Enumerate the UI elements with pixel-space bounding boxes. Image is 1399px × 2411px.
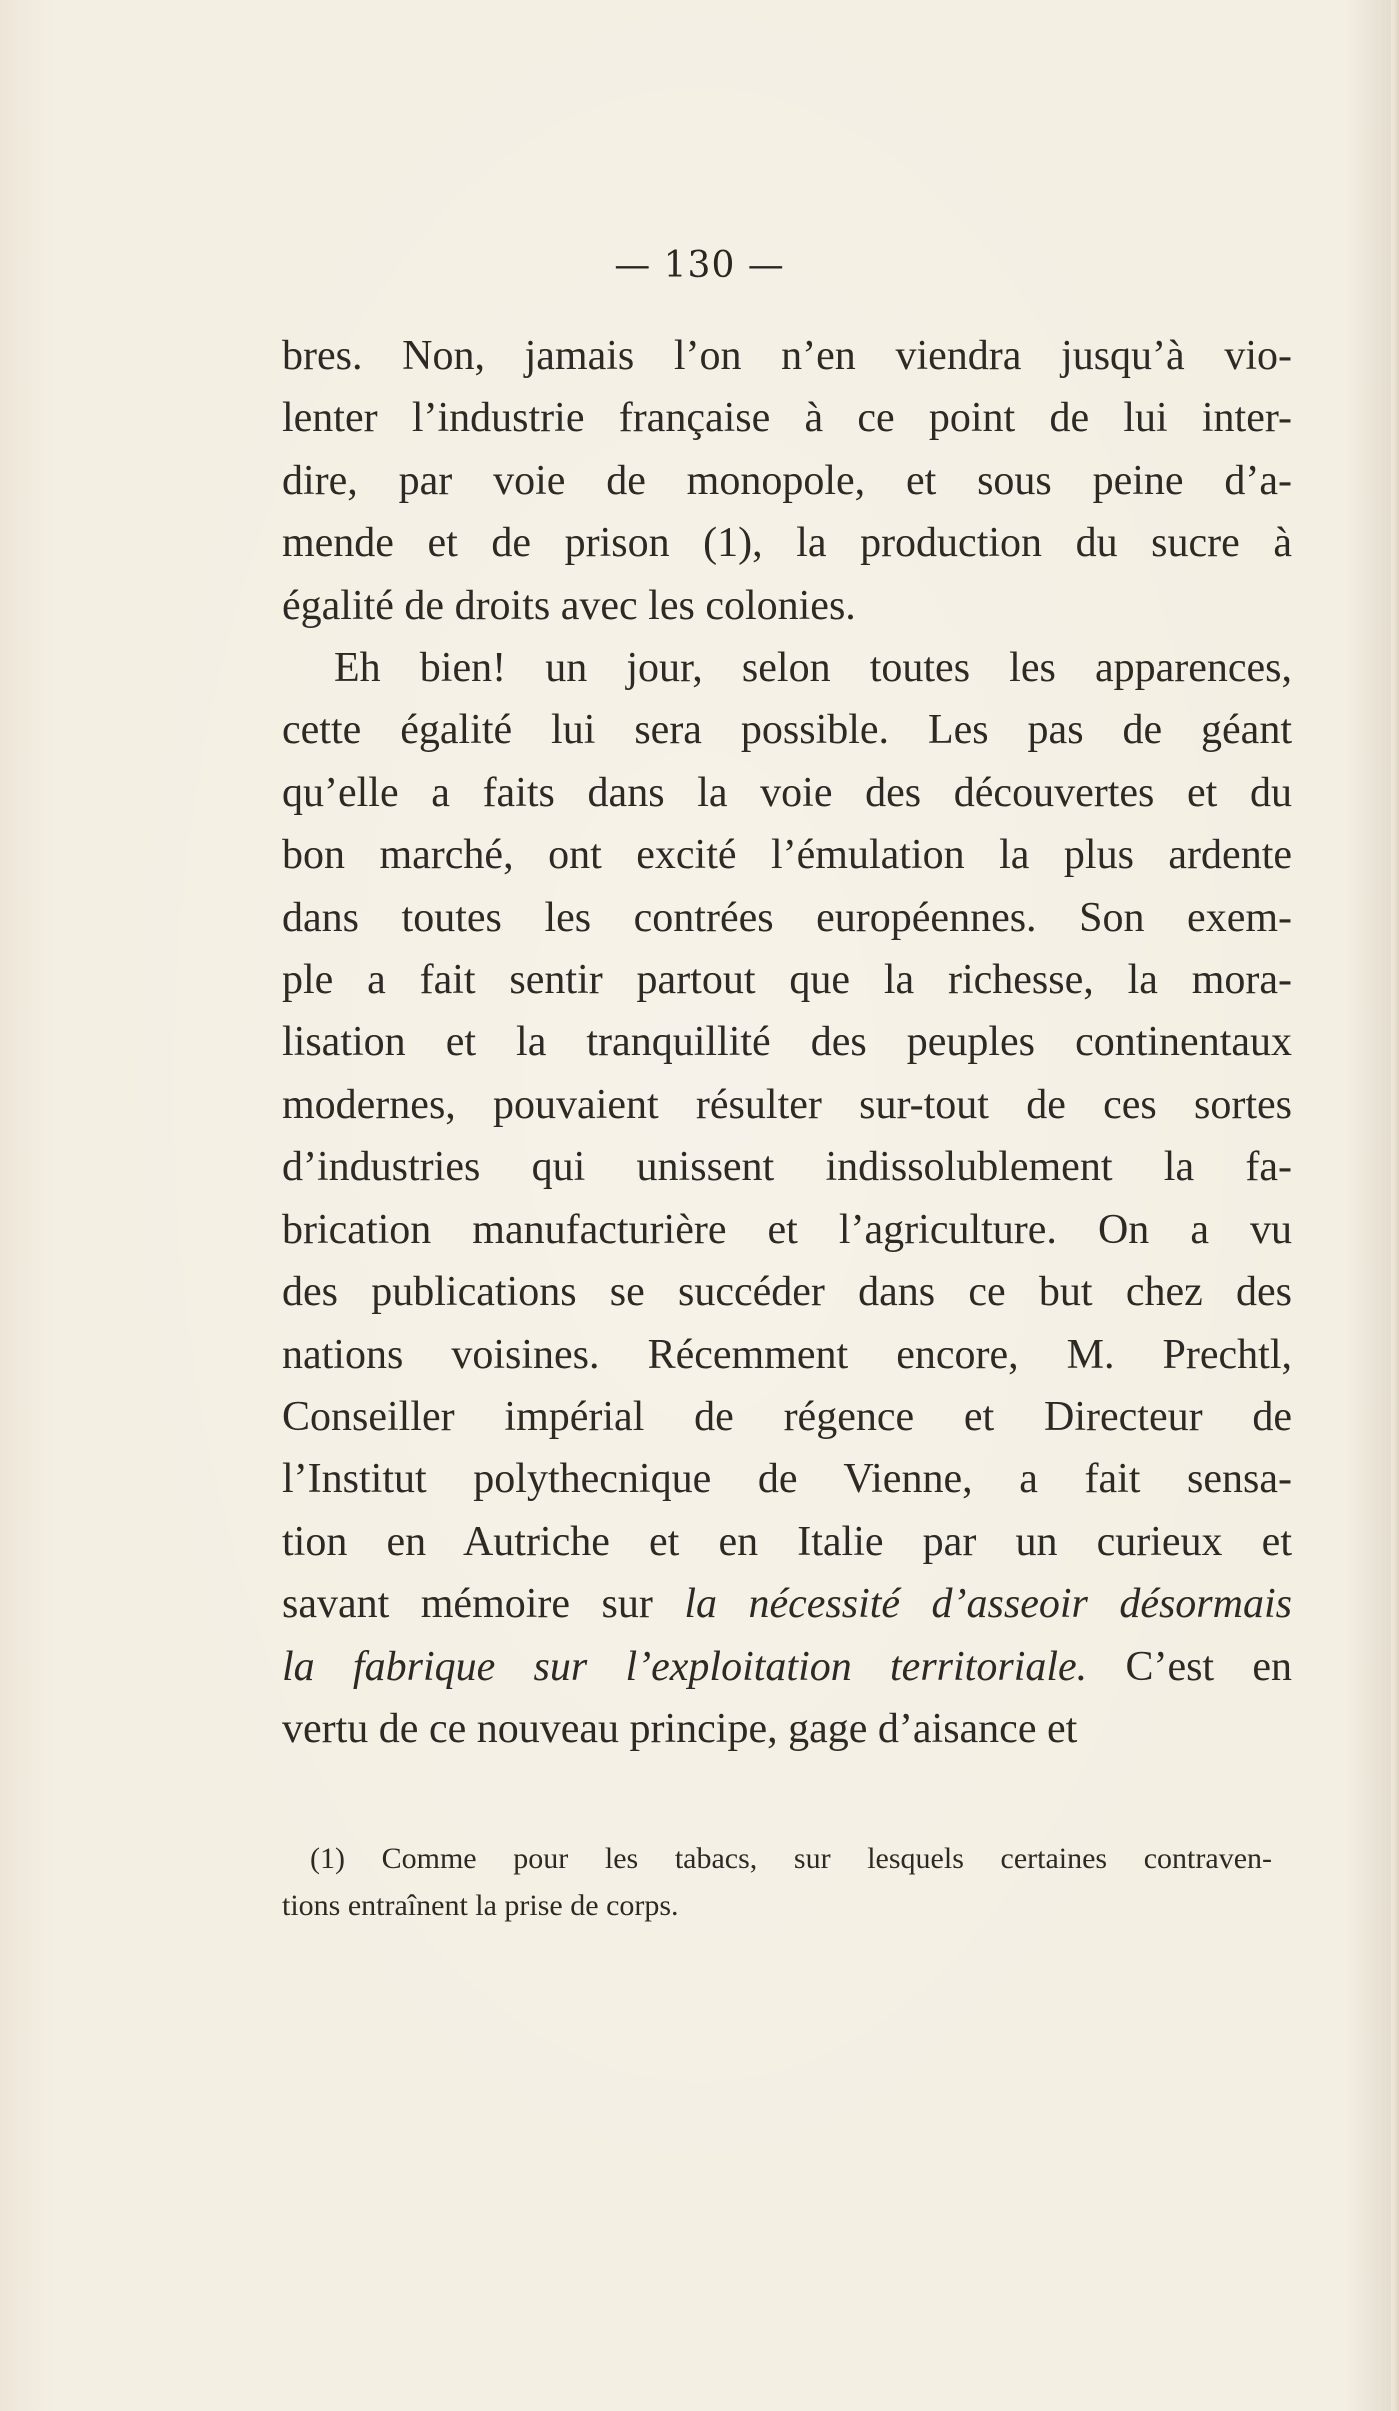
italic-title-segment: la fabrique sur l’exploitation territoriale. xyxy=(282,1643,1088,1690)
text-line: l’Institut polythecnique de Vienne, a fait sensa- xyxy=(282,1456,1292,1503)
text-line-with-italic xyxy=(282,1636,1292,1698)
text-line: nations voisines. Récemment encore, M. Prechtl, xyxy=(282,1331,1292,1378)
text-line: brication manufacturière et l’agriculture. On a vu xyxy=(282,1206,1292,1253)
text-line: vertu de ce nouveau principe, gage d’aisance et xyxy=(282,1705,1078,1752)
text-line: cette égalité lui sera possible. Les pas de géant xyxy=(282,707,1292,754)
text-line: d’industries qui unissent indissolublement la fa- xyxy=(282,1144,1292,1191)
text-line: lenter l’industrie française à ce point de lui inter- xyxy=(282,395,1292,442)
text-line: modernes, pouvaient résulter sur-tout de ces sortes xyxy=(282,1081,1292,1128)
footnote-line: tions entraînent la prise de corps. xyxy=(282,1889,679,1922)
text-line: égalité de droits avec les colonies. xyxy=(282,582,856,629)
text-segment: savant mémoire sur xyxy=(282,1581,653,1628)
text-line: bres. Non, jamais l’on n’en viendra jusqu’à vio- xyxy=(282,333,1292,379)
text-line-with-italic xyxy=(282,1573,1292,1635)
main-text xyxy=(282,325,1292,1760)
text-line: Eh bien! un jour, selon toutes les apparences, xyxy=(334,645,1292,692)
italic-title-segment: la nécessité d’asseoir désormais xyxy=(684,1581,1292,1628)
text-line: bon marché, ont excité l’émulation la plus ardente xyxy=(282,832,1292,879)
text-line: dans toutes les contrées européennes. Son exem- xyxy=(282,894,1292,941)
page-edge xyxy=(1391,0,1399,2411)
text-line: Conseiller impérial de régence et Directeur de xyxy=(282,1393,1292,1440)
text-line: dire, par voie de monopole, et sous peine d’a- xyxy=(282,457,1292,504)
text-line: tion en Autriche et en Italie par un curieux et xyxy=(282,1518,1292,1565)
text-segment: C’est en xyxy=(1125,1643,1292,1690)
text-line: lisation et la tranquillité des peuples continentaux xyxy=(282,1019,1292,1066)
page-number: — 130 — xyxy=(614,245,785,286)
text-line: mende et de prison (1), la production du sucre à xyxy=(282,520,1292,567)
footnote-line: (1) Comme pour les tabacs, sur lesquels certaines contraven- xyxy=(310,1842,1272,1875)
text-line: ple a fait sentir partout que la richesse, la mora- xyxy=(282,957,1292,1004)
text-line: qu’elle a faits dans la voie des découvertes et du xyxy=(282,769,1292,816)
footnote xyxy=(282,1835,1272,1929)
text-line: des publications se succéder dans ce but chez des xyxy=(282,1269,1292,1316)
